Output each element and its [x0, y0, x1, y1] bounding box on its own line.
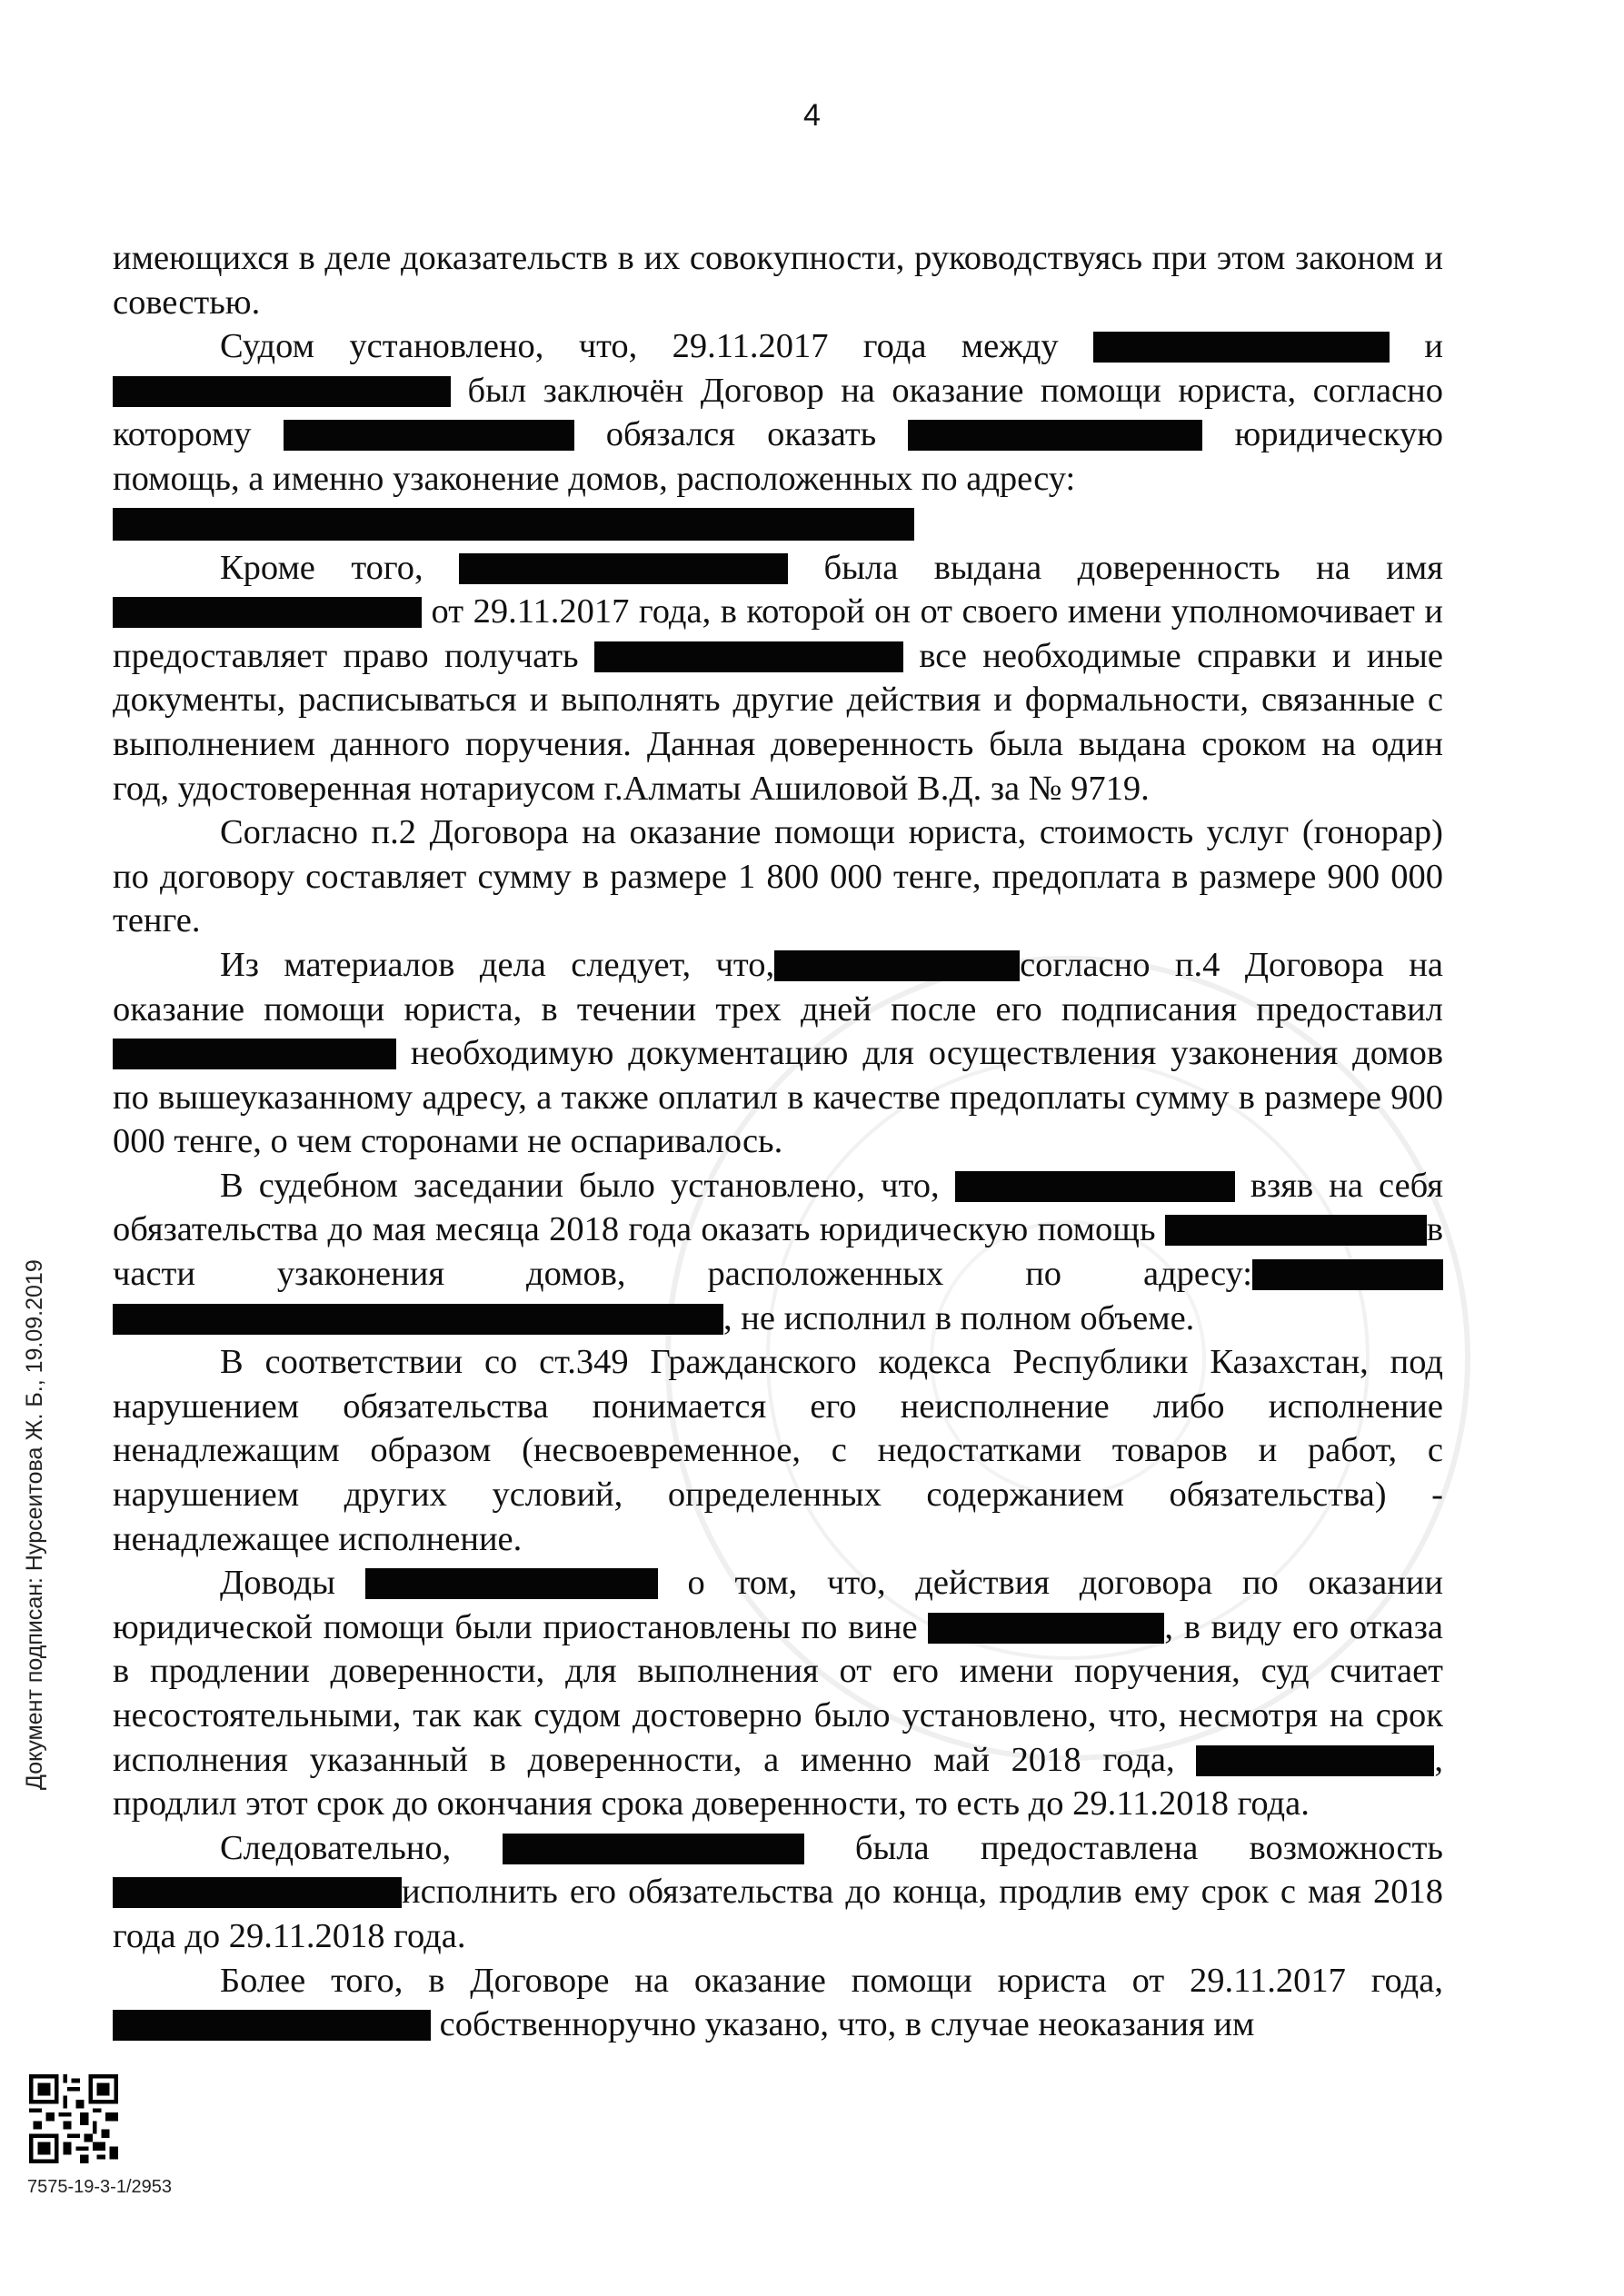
text-segment: был заключён Договор на оказание помощи юриста, согласно которому: [113, 371, 1444, 454]
paragraph-power-of-attorney: [113, 546, 1443, 811]
text-segment: , продлил этот срок до окончания срока доверенности, то есть до 29.11.2018 года.: [113, 1740, 1443, 1824]
text-segment: , в виду его отказа в продлении доверенности, для выполнения от его имени поручения, суд считает несостоятельными, так как судом достоверно было установлено, что, несмотря на срок исполнения указанный в доверенности, а именно май 2018 года,: [113, 1607, 1443, 1779]
qr-code-icon: [29, 2074, 118, 2163]
redaction-block: [1252, 1259, 1443, 1290]
text-segment: обязался оказать: [605, 415, 877, 454]
text-segment: все необходимые справки и иные документы, расписываться и выполнять другие действия и формальности, связанные с выполнением данного поручения. Данная доверенность была выдана сроком на один год, удостоверенная нотариусом г.Алматы Ашиловой В.Д. за № 9719.: [113, 636, 1444, 808]
redaction-block: [774, 950, 1020, 981]
redaction-block: [955, 1171, 1235, 1202]
paragraph-continuation: [113, 236, 1443, 324]
text-segment: имеющихся в деле доказательств в их совокупности, руководствуясь при этом законом и совестью.: [113, 239, 1443, 322]
text-segment: взяв на себя обязательства до мая месяца 2018 года оказать юридическую помощь: [113, 1166, 1443, 1249]
text-segment: В судебном заседании было установлено, что,: [220, 1166, 940, 1205]
paragraph-court-session: [113, 1164, 1443, 1340]
text-segment: необходимую документацию для осуществления узаконения домов по вышеуказанному адресу, а также оплатил в качестве предоплаты сумму в размере 900 000 тенге, о чем сторонами не оспаривалось.: [113, 1034, 1444, 1161]
redaction-block: [1093, 332, 1390, 363]
redaction-block: [284, 420, 574, 451]
text-segment: Кроме того,: [220, 548, 423, 587]
paragraph-arguments: [113, 1561, 1443, 1826]
text-segment: была предоставлена возможность: [854, 1828, 1443, 1867]
signature-stamp: Документ подписан: Нурсеитова Ж. Б., 19.09.2019: [22, 1259, 47, 1790]
redaction-block: [113, 376, 451, 407]
redaction-block: [459, 553, 788, 584]
redaction-block: [1165, 1215, 1427, 1246]
redaction-block: [908, 420, 1202, 451]
document-body: [113, 236, 1443, 2047]
text-segment: юридическую помощь, а именно узаконение домов, расположенных по адресу:: [113, 415, 1444, 498]
paragraph-civil-code: [113, 1340, 1443, 1561]
redaction-block: [594, 641, 903, 672]
paragraph-fee: [113, 810, 1443, 943]
text-segment: Согласно п.2 Договора на оказание помощи юриста, стоимость услуг (гонорар) по договору составляет сумму в размере 1 800 000 тенге, предоплата в размере 900 000 тенге.: [113, 813, 1443, 940]
paragraph-case-materials: [113, 943, 1443, 1164]
redaction-block: [113, 597, 422, 628]
redaction-block: [113, 1877, 402, 1908]
redaction-block: [928, 1613, 1164, 1644]
redaction-block: [113, 508, 914, 541]
text-segment: собственноручно указано, что, в случае неоказания им: [439, 2005, 1255, 2044]
text-segment: Следовательно,: [220, 1828, 452, 1867]
text-segment: Судом установлено, что, 29.11.2017 года между: [220, 327, 1059, 366]
text-segment: , не исполнил в полном объеме.: [723, 1298, 1195, 1337]
text-segment: о том, что, действия договора по оказании юридической помощи были приостановлены по вине: [113, 1564, 1444, 1646]
redaction-block: [365, 1568, 658, 1599]
paragraph-consequently: [113, 1826, 1443, 1959]
text-segment: и: [1424, 327, 1444, 366]
text-segment: в части узаконения домов, расположенных по адресу:: [113, 1210, 1444, 1294]
text-segment: согласно п.4 Договора на оказание помощи юриста, в течении трех дней после его подписания предоставил: [113, 945, 1443, 1029]
redaction-block: [503, 1834, 804, 1864]
text-segment: Доводы: [220, 1564, 336, 1603]
page-number: 4: [803, 98, 821, 133]
case-number: 7575-19-3-1/2953: [27, 2177, 173, 2197]
paragraph-contract: [113, 324, 1443, 540]
redaction-block: [113, 1304, 723, 1335]
text-segment: В соответствии со ст.349 Гражданского кодекса Республики Казахстан, под нарушением обязательства понимается его неисполнение либо исполнение ненадлежащим образом (несвоевременное, с недостатками товаров и работ, с нарушением других условий, определенных содержанием обязательства) - ненадлежащее исполнение.: [113, 1343, 1443, 1558]
redaction-block: [1196, 1745, 1434, 1776]
text-segment: Из материалов дела следует, что,: [220, 945, 775, 984]
redaction-block: [113, 1039, 396, 1069]
text-segment: была выдана доверенность на имя: [823, 548, 1443, 587]
text-segment: от 29.11.2017 года, в которой он от своего имени уполномочивает и предоставляет право получать: [113, 592, 1443, 675]
paragraph-moreover: [113, 1959, 1443, 2047]
text-segment: исполнить его обязательства до конца, продлив ему срок с мая 2018 года до 29.11.2018 года.: [113, 1873, 1443, 1955]
text-segment: Более того, в Договоре на оказание помощи юриста от 29.11.2017 года,: [220, 1961, 1443, 2000]
redaction-block: [113, 2010, 431, 2041]
